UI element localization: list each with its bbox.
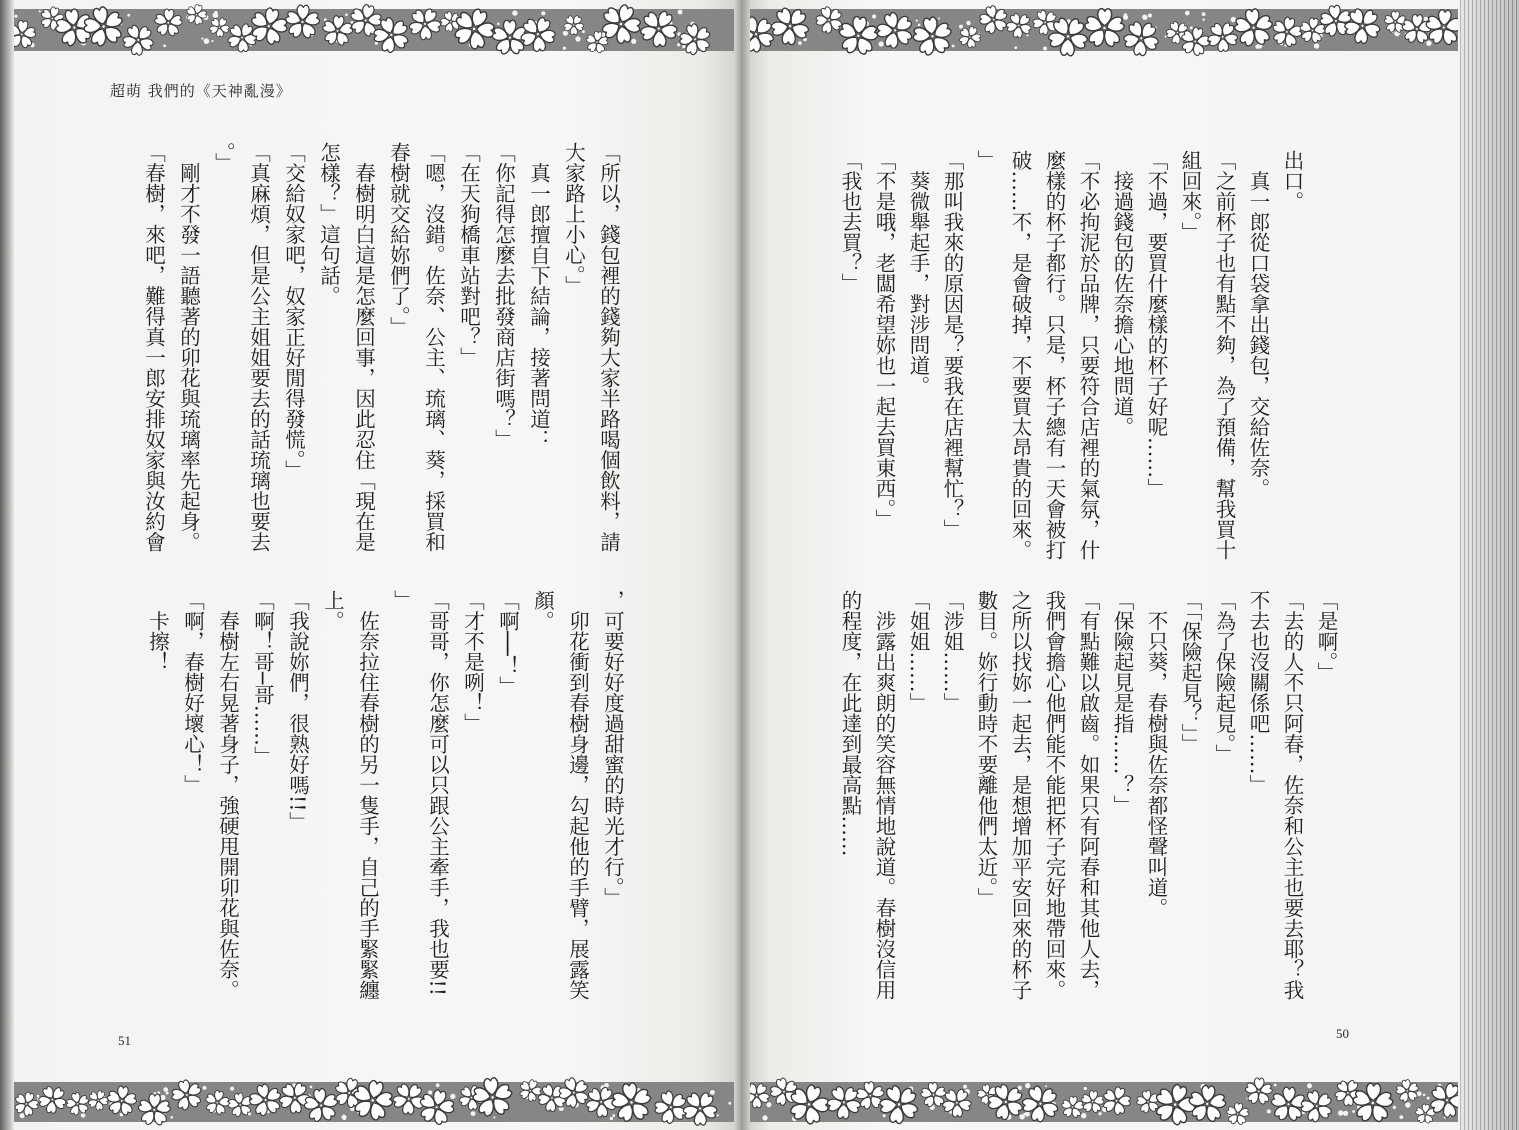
ornament-dot [918, 24, 921, 27]
top-border-left [14, 2, 734, 58]
text-column: 「嗯，沒錯。佐奈、公主、琉璃、葵，採買和 [421, 142, 446, 552]
text-column: 「是啊。」 [1314, 590, 1338, 683]
text-column: 的程度，在此達到最高點…… [838, 590, 862, 857]
ornament-dot [1023, 1113, 1025, 1115]
ornament-dot [310, 1086, 313, 1089]
ornament-dot [872, 15, 876, 19]
ornament-dot [20, 1113, 25, 1118]
ornament-dot [436, 1083, 440, 1087]
text-column: 剛才不發一語聽著的卯花與琉璃率先起身。 [176, 142, 201, 552]
ornament-dot [677, 43, 680, 46]
ornament-dot [1417, 1091, 1422, 1096]
ornament-dot [1099, 1112, 1102, 1115]
text-column: 「你記得怎麼去批發商店街嗎？」 [491, 142, 516, 450]
ornament-dot [166, 1092, 169, 1095]
text-column: 「不過，要買什麼樣的杯子好呢……」 [1144, 150, 1168, 499]
right-page-lower-tier [833, 590, 1343, 1020]
ornament-dot [471, 1111, 476, 1116]
ornament-dot [1142, 15, 1147, 20]
scan-edge-shadow [0, 0, 14, 1130]
text-column: 「涉姐……」 [940, 590, 964, 713]
text-column: 麼樣的杯子都行。只是，杯子總有一天會被打 [1042, 150, 1066, 560]
text-column: 組回來。」 [1178, 150, 1202, 243]
text-column: 「「保險起見？」」 [1178, 590, 1202, 754]
text-column: 卡擦！ [145, 590, 170, 672]
ornament-dot [39, 10, 41, 12]
ornament-dot [127, 14, 130, 17]
ornament-dot [203, 1086, 207, 1090]
text-column: 破……不，是會破掉，不要買太昂貴的回來。 [1008, 150, 1032, 560]
ornament-dot [717, 1114, 719, 1116]
ornament-dot [710, 1090, 715, 1095]
ornament-dot [1190, 26, 1193, 29]
text-column: ，可要好好度過甜蜜的時光才行。」 [600, 590, 625, 908]
text-column: 「在天狗橋車站對吧？」 [456, 142, 481, 368]
text-column: 「有點難以啟齒。如果只有阿春和其他人去， [1076, 590, 1100, 1000]
left-page-upper-tier [136, 142, 626, 572]
ornament-dot [163, 44, 166, 47]
ornament-dot [1043, 47, 1047, 51]
ornament-dot [1405, 1102, 1410, 1107]
ornament-dot [762, 1115, 767, 1120]
ornament-dot [1255, 45, 1259, 49]
text-column: 春樹明白這是怎麼回事，因此忍住「現在是 [351, 142, 376, 552]
text-column: 。」 [211, 142, 236, 173]
text-column: 怎樣？」這句話。 [316, 142, 341, 306]
ornament-dot [1202, 18, 1204, 20]
ornament-dot [1393, 1106, 1396, 1109]
text-column: 「姐姐……」 [906, 590, 930, 713]
text-column: 「所以，錢包裡的錢夠大家半路喝個飲料，請 [596, 142, 621, 552]
text-column: 「不是哦，老闆希望妳也一起去買東西。」 [872, 150, 896, 530]
top-border-right [750, 2, 1458, 58]
ornament-dot [14, 15, 17, 18]
text-column: 「啊──！」 [495, 590, 520, 697]
text-column: 數目。妳行動時不要離他們太近。」 [974, 590, 998, 908]
page-number-left: 51 [118, 1033, 131, 1048]
ornament-dot [493, 1116, 495, 1118]
ornament-dot [497, 23, 500, 26]
gutter-shadow [734, 0, 750, 1130]
text-column: 接過錢包的佐奈擔心地問道。 [1110, 150, 1134, 437]
ornament-dot [450, 1094, 455, 1099]
ornament-dot [916, 20, 918, 22]
text-column: 顏。 [530, 590, 555, 631]
text-column: 「去的人不只阿春，佐奈和公主也要去耶？我 [1280, 590, 1304, 1000]
text-column: 」 [974, 150, 998, 171]
ornament-dot [1314, 43, 1319, 48]
ornament-dot [1343, 1111, 1348, 1116]
ornament-dot [582, 30, 585, 33]
ornament-dot [798, 41, 802, 45]
ornament-dot [214, 11, 217, 14]
ornament-dot [631, 39, 636, 44]
running-header: 超萌 我們的《天神亂漫》 [110, 82, 292, 100]
text-column: 我們會擔心他們能不能把杯子完好地帶回來。 [1042, 590, 1066, 1000]
ornament-dot [37, 1095, 40, 1098]
text-column: 佐奈拉住春樹的另一隻手，自己的手緊緊纏 [355, 590, 380, 1000]
text-column: 「真麻煩，但是公主姐姐要去的話琉璃也要去 [246, 142, 271, 552]
ornament-dot [1352, 1110, 1355, 1113]
ornament-dot [160, 1095, 165, 1100]
text-column: 「啊！哥─哥……」 [250, 590, 275, 767]
ornament-dot [541, 11, 545, 15]
ornament-dot [563, 47, 566, 50]
ornament-dot [1423, 1094, 1426, 1097]
ornament-dot [428, 1090, 432, 1094]
ornament-dot [1426, 41, 1431, 46]
text-column: 「啊，春樹好壞心！」 [180, 590, 205, 795]
ornament-dot [1084, 1087, 1087, 1090]
ornament-dot [963, 1085, 967, 1089]
ornament-dot [879, 41, 884, 46]
ornament-dot [682, 45, 685, 48]
ornament-dot [163, 1087, 168, 1092]
ornament-dot [959, 25, 963, 29]
ornament-dot [1025, 1083, 1030, 1088]
ornament-dot [1399, 1115, 1403, 1119]
text-column: 「我說妳們，很熟好嗎!!」 [285, 590, 310, 832]
text-column: 真一郎從口袋拿出錢包，交給佐奈。 [1246, 150, 1270, 499]
left-page-lower-tier [140, 590, 630, 1020]
ornament-dot [345, 13, 348, 16]
text-column: 大家路上小心。」 [561, 142, 586, 296]
ornament-dot [1231, 17, 1236, 22]
ornament-dot [324, 18, 327, 21]
ornament-dot [952, 45, 955, 48]
ornament-dot [575, 36, 580, 41]
text-column: 「我也去買？」 [838, 150, 862, 294]
text-column: 出口。 [1280, 150, 1304, 212]
page-edge-shade [1460, 0, 1519, 1130]
text-column: 「哥哥，你怎麼可以只跟公主牽手，我也要!! [425, 590, 450, 996]
text-column: 「保險起見是指……？」 [1110, 590, 1134, 816]
ornament-dot [678, 10, 683, 15]
ornament-dot [81, 1113, 86, 1118]
ornament-dot [230, 1087, 234, 1091]
text-column: 上。 [320, 590, 345, 631]
ornament-dot [728, 1102, 731, 1105]
ornament-dot [1026, 34, 1028, 36]
ornament-dot [1185, 11, 1190, 16]
ornament-dot [204, 38, 210, 44]
ornament-dot [1148, 14, 1152, 18]
bottom-border-right [750, 1076, 1458, 1128]
ornament-dot [1202, 12, 1206, 16]
text-column: 「才不是咧！」 [460, 590, 485, 734]
text-column: 涉露出爽朗的笑容無情地說道。春樹沒信用 [872, 590, 896, 1000]
ornament-dot [1045, 1085, 1047, 1087]
text-column: 之所以找妳一起去，是想增加平安回來的杯子 [1008, 590, 1032, 1000]
ornament-dot [610, 1117, 613, 1120]
text-column: 」 [390, 590, 415, 611]
text-column: 「那叫我來的原因是？要我在店裡幫忙？」 [940, 150, 964, 540]
ornament-dot [1267, 1109, 1271, 1113]
text-column: 「之前杯子也有點不夠，為了預備，幫我買十 [1212, 150, 1236, 560]
ornament-dot [1307, 1083, 1312, 1088]
text-column: 真一郎擅自下結論，接著問道： [526, 142, 551, 450]
ornament-dot [171, 1116, 174, 1119]
text-column: 卯花衝到春樹身邊，勾起他的手臂，展露笑 [565, 590, 590, 1000]
ornament-dot [1274, 1084, 1277, 1087]
ornament-dot [1427, 1097, 1430, 1100]
ornament-dot [1081, 1113, 1086, 1118]
text-column: 不只葵，春樹與佐奈都怪聲叫道。 [1144, 590, 1168, 918]
ornament-dot [966, 21, 970, 25]
text-column: 不去也沒關係吧……」 [1246, 590, 1270, 795]
ornament-dot [512, 10, 517, 15]
right-page-upper-tier [833, 150, 1309, 580]
text-column: 「交給奴家吧，奴家正好閒得發慌。」 [281, 142, 306, 481]
text-column: 「不必拘泥於品牌，只要符合店裡的氣氛，什 [1076, 150, 1100, 560]
ornament-dot [1014, 46, 1017, 49]
ornament-dot [938, 18, 940, 20]
ornament-dot [563, 31, 568, 36]
text-column: 春樹就交給妳們了。」 [386, 142, 411, 337]
text-column: 「春樹，來吧，難得真一郎安排奴家與汝約會 [141, 142, 166, 552]
ornament-dot [211, 40, 213, 42]
ornament-dot [1338, 1110, 1343, 1115]
text-column: 「為了保險起見。」 [1212, 590, 1236, 765]
ornament-dot [612, 1114, 615, 1117]
ornament-dot [766, 1102, 771, 1107]
ornament-dot [342, 1116, 346, 1120]
page-number-right: 50 [1336, 1026, 1349, 1041]
ornament-dot [1123, 15, 1128, 20]
text-column: 葵微舉起手，對涉問道。 [906, 150, 930, 396]
text-column: 春樹左右晃著身子，強硬甩開卯花與佐奈。 [215, 590, 240, 1000]
bottom-border-left [14, 1076, 734, 1128]
ornament-dot [883, 1114, 886, 1117]
ornament-dot [201, 38, 203, 40]
